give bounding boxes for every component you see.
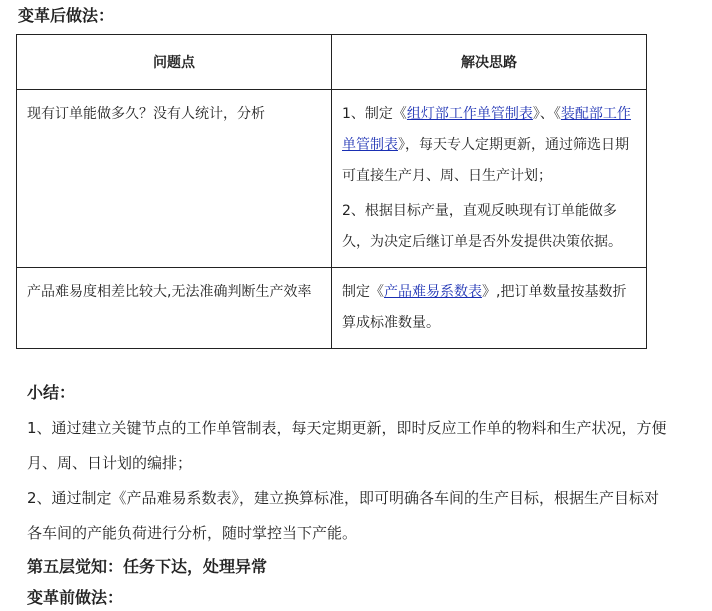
after-method-heading: 变革后做法： [18, 6, 115, 25]
solution-text: 》、《 [532, 106, 561, 122]
summary-paragraph: 1、通过建立关键节点的工作单管制表，每天定期更新，即时反应工作单的物料和生产状况，方便月、周、日计划的编排； [27, 419, 667, 472]
solution-text: 制定《 [342, 284, 384, 300]
assembly-lamp-worksheet-link[interactable]: 组灯部工作单管制表 [406, 106, 533, 122]
before-method-heading: 变革前做法： [27, 588, 124, 607]
solution-text: 1、制定《 [342, 106, 407, 122]
solution-cell [332, 268, 647, 349]
summary-paragraph: 2、通过制定《产品难易系数表》，建立换算标准，即可明确各车间的生产目标，根据生产目标对各车间的产能负荷进行分析，随时掌控当下产能。 [27, 489, 660, 542]
table-header-row [17, 35, 647, 90]
problem-cell: 现有订单能做多久？没有人统计，分析 [17, 90, 332, 268]
problem-cell: 产品难易度相差比较大,无法准确判断生产效率 [17, 268, 332, 349]
solution-point [342, 196, 636, 258]
solution-point [342, 99, 636, 192]
problem-solution-table [16, 34, 647, 349]
difficulty-coefficient-link[interactable]: 产品难易系数表 [384, 284, 482, 300]
solution-point [342, 277, 636, 339]
table-row [17, 90, 647, 268]
assembly-dept-worksheet-link[interactable]: 装配部工作单管制表 [342, 106, 631, 153]
header-problem: 问题点 [17, 35, 332, 90]
solution-text: 2、根据目标产量，直观反映现有订单能做多久，为决定后继订单是否外发提供决策依据。 [342, 203, 622, 250]
table-row [17, 268, 647, 349]
header-solution: 解决思路 [332, 35, 647, 90]
solution-cell [332, 90, 647, 268]
solution-text: 》,把订单数量按基数折算成标准数量。 [342, 284, 627, 331]
level5-heading: 第五层觉知：任务下达，处理异常 [27, 557, 268, 576]
summary-heading: 小结： [27, 383, 76, 402]
solution-text: 》，每天专人定期更新，通过筛选日期可直接生产月、周、日生产计划； [342, 137, 629, 184]
